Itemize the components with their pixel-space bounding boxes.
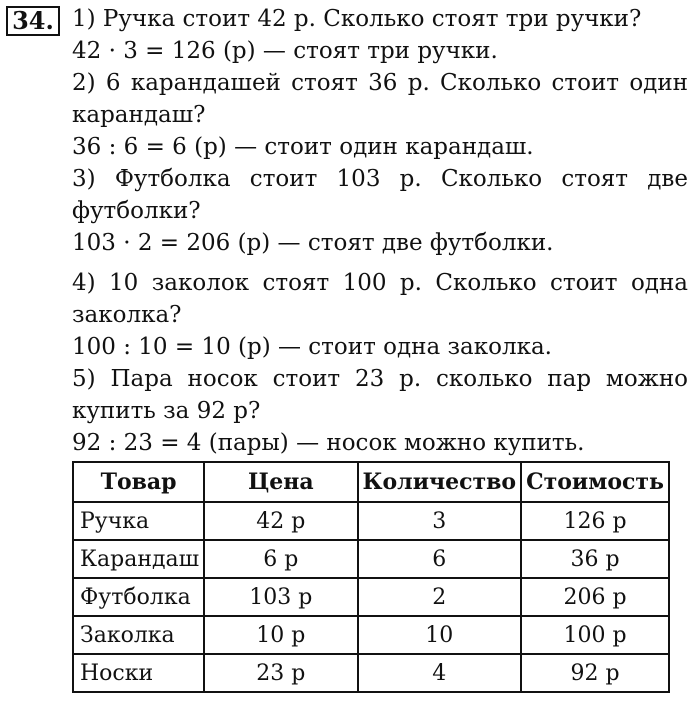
cell-cost: 92 р <box>521 654 669 692</box>
task-2-question-line-2: карандаш? <box>72 102 206 128</box>
table-row <box>73 654 669 692</box>
header-cost: Стоимость <box>521 462 669 502</box>
cell-price: 103 р <box>204 578 357 616</box>
cell-cost: 36 р <box>521 540 669 578</box>
header-price: Цена <box>204 462 357 502</box>
task-4-question-line-1: 4) 10 заколок стоят 100 р. Сколько стоит одна <box>72 270 688 296</box>
task-4-question-line-2: заколка? <box>72 302 182 328</box>
problem-number-badge: 34. <box>6 6 60 36</box>
cell-quantity: 3 <box>358 502 522 540</box>
cell-price: 6 р <box>204 540 357 578</box>
cell-price: 23 р <box>204 654 357 692</box>
cell-goods: Ручка <box>73 502 204 540</box>
task-3-question-line-2: футболки? <box>72 198 201 224</box>
cell-goods: Носки <box>73 654 204 692</box>
header-quantity: Количество <box>358 462 522 502</box>
cell-goods: Заколка <box>73 616 204 654</box>
table-row <box>73 502 669 540</box>
task-3-solution: 103 · 2 = 206 (р) — стоят две футболки. <box>72 230 554 256</box>
cell-cost: 126 р <box>521 502 669 540</box>
task-2-solution: 36 : 6 = 6 (р) — стоит один карандаш. <box>72 134 534 160</box>
task-4-solution: 100 : 10 = 10 (р) — стоит одна заколка. <box>72 334 552 360</box>
task-5-question-line-2: купить за 92 р? <box>72 398 261 424</box>
cell-price: 42 р <box>204 502 357 540</box>
cell-goods: Карандаш <box>73 540 204 578</box>
task-2-question-line-1: 2) 6 карандашей стоят 36 р. Сколько стоит один <box>72 70 688 96</box>
table-row <box>73 578 669 616</box>
cell-goods: Футболка <box>73 578 204 616</box>
task-1-question-line-1: 1) Ручка стоит 42 р. Сколько стоят три ручки? <box>72 6 642 32</box>
task-1-solution: 42 · 3 = 126 (р) — стоят три ручки. <box>72 38 498 64</box>
task-5-solution: 92 : 23 = 4 (пары) — носок можно купить. <box>72 430 585 456</box>
spacer <box>72 259 688 267</box>
table-header-row <box>73 462 669 502</box>
cell-quantity: 6 <box>358 540 522 578</box>
table-row <box>73 616 669 654</box>
table-row <box>73 540 669 578</box>
cell-quantity: 2 <box>358 578 522 616</box>
cell-cost: 206 р <box>521 578 669 616</box>
cell-quantity: 4 <box>358 654 522 692</box>
task-3-question-line-1: 3) Футболка стоит 103 р. Сколько стоят две <box>72 166 688 192</box>
cell-quantity: 10 <box>358 616 522 654</box>
solution-text <box>72 3 688 459</box>
cell-cost: 100 р <box>521 616 669 654</box>
task-5-question-line-1: 5) Пара носок стоит 23 р. сколько пар можно <box>72 366 688 392</box>
header-goods: Товар <box>73 462 204 502</box>
goods-table <box>72 461 670 693</box>
cell-price: 10 р <box>204 616 357 654</box>
